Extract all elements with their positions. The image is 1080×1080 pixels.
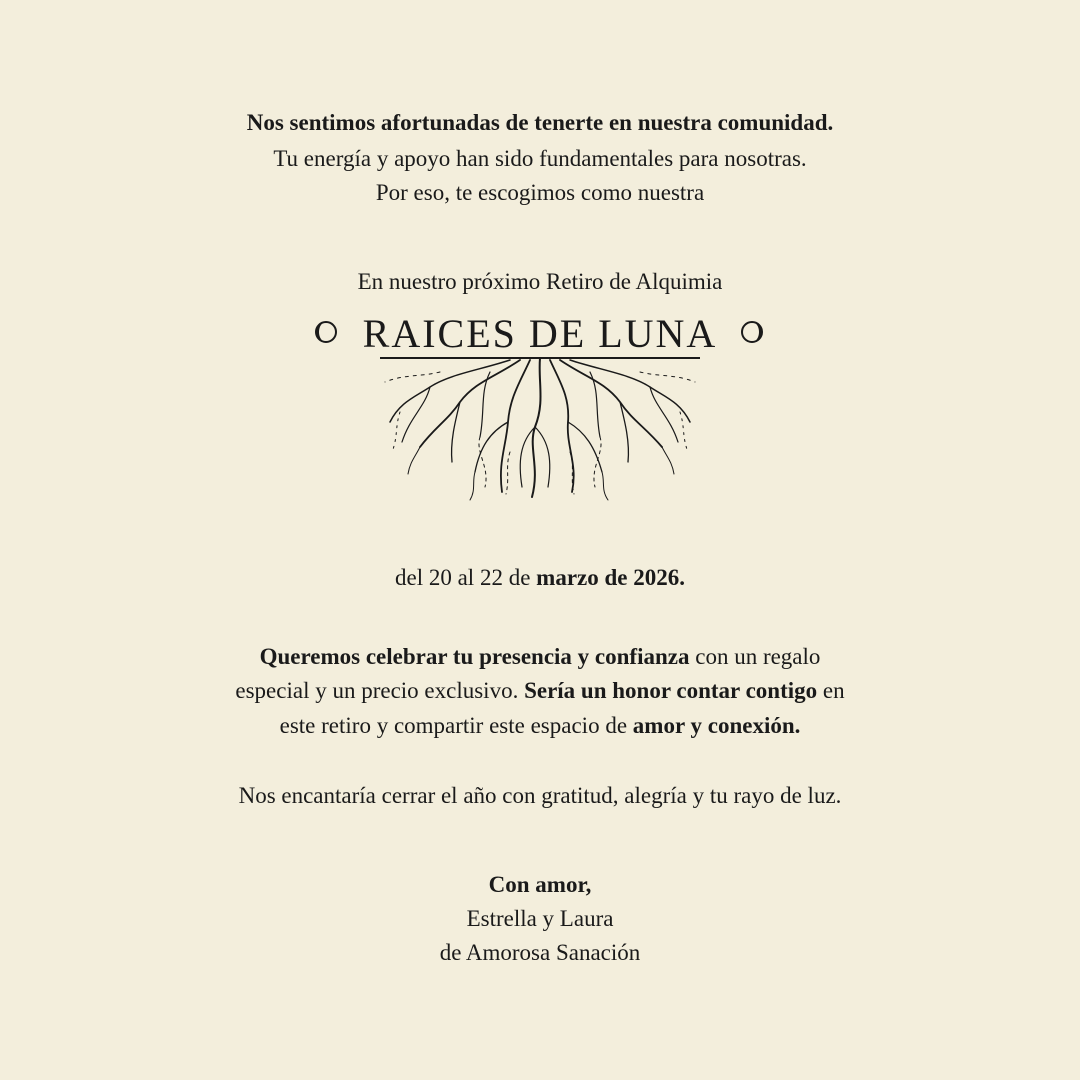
retreat-lead: En nuestro próximo Retiro de Alquimia (357, 269, 723, 294)
signature-names: Estrella y Laura (466, 906, 614, 931)
message-text-2: especial y un precio exclusivo. (235, 678, 525, 703)
message-emphasis-2: Sería un honor contar contigo (524, 678, 818, 703)
intro-line-1 (0, 106, 1080, 140)
message-text-2-end: en (817, 678, 845, 703)
intro-line-3: Por eso, te escogimos como nuestra (375, 180, 705, 205)
message-line-3 (0, 709, 1080, 743)
logo-title: RAICES DE LUNA (362, 311, 718, 356)
signature-org: de Amorosa Sanación (439, 940, 641, 965)
message-closing-line: Nos encantaría cerrar el año con gratitud, alegría y tu rayo de luz. (238, 783, 842, 808)
retreat-logo (300, 300, 780, 510)
message-line-1 (0, 640, 1080, 674)
date-bold: marzo de 2026. (536, 565, 685, 590)
message-line-2 (0, 674, 1080, 708)
message-emphasis-1: Queremos celebrar tu presencia y confianza (259, 644, 690, 669)
intro-heading: Nos sentimos afortunadas de tenerte en nuestra comunidad. (246, 110, 834, 135)
message-text-1: con un regalo (689, 644, 821, 669)
intro-line-2: Tu energía y apoyo han sido fundamentales para nosotras. (273, 146, 807, 171)
message-emphasis-3: amor y conexión. (632, 713, 801, 738)
crescent-moon-icon (740, 320, 764, 344)
message-text-3: este retiro y compartir este espacio de (279, 713, 633, 738)
signature-closing: Con amor, (488, 872, 592, 897)
retreat-date (0, 561, 1080, 595)
date-prefix: del 20 al 22 de (395, 565, 537, 590)
tree-roots-illustration (380, 352, 700, 502)
